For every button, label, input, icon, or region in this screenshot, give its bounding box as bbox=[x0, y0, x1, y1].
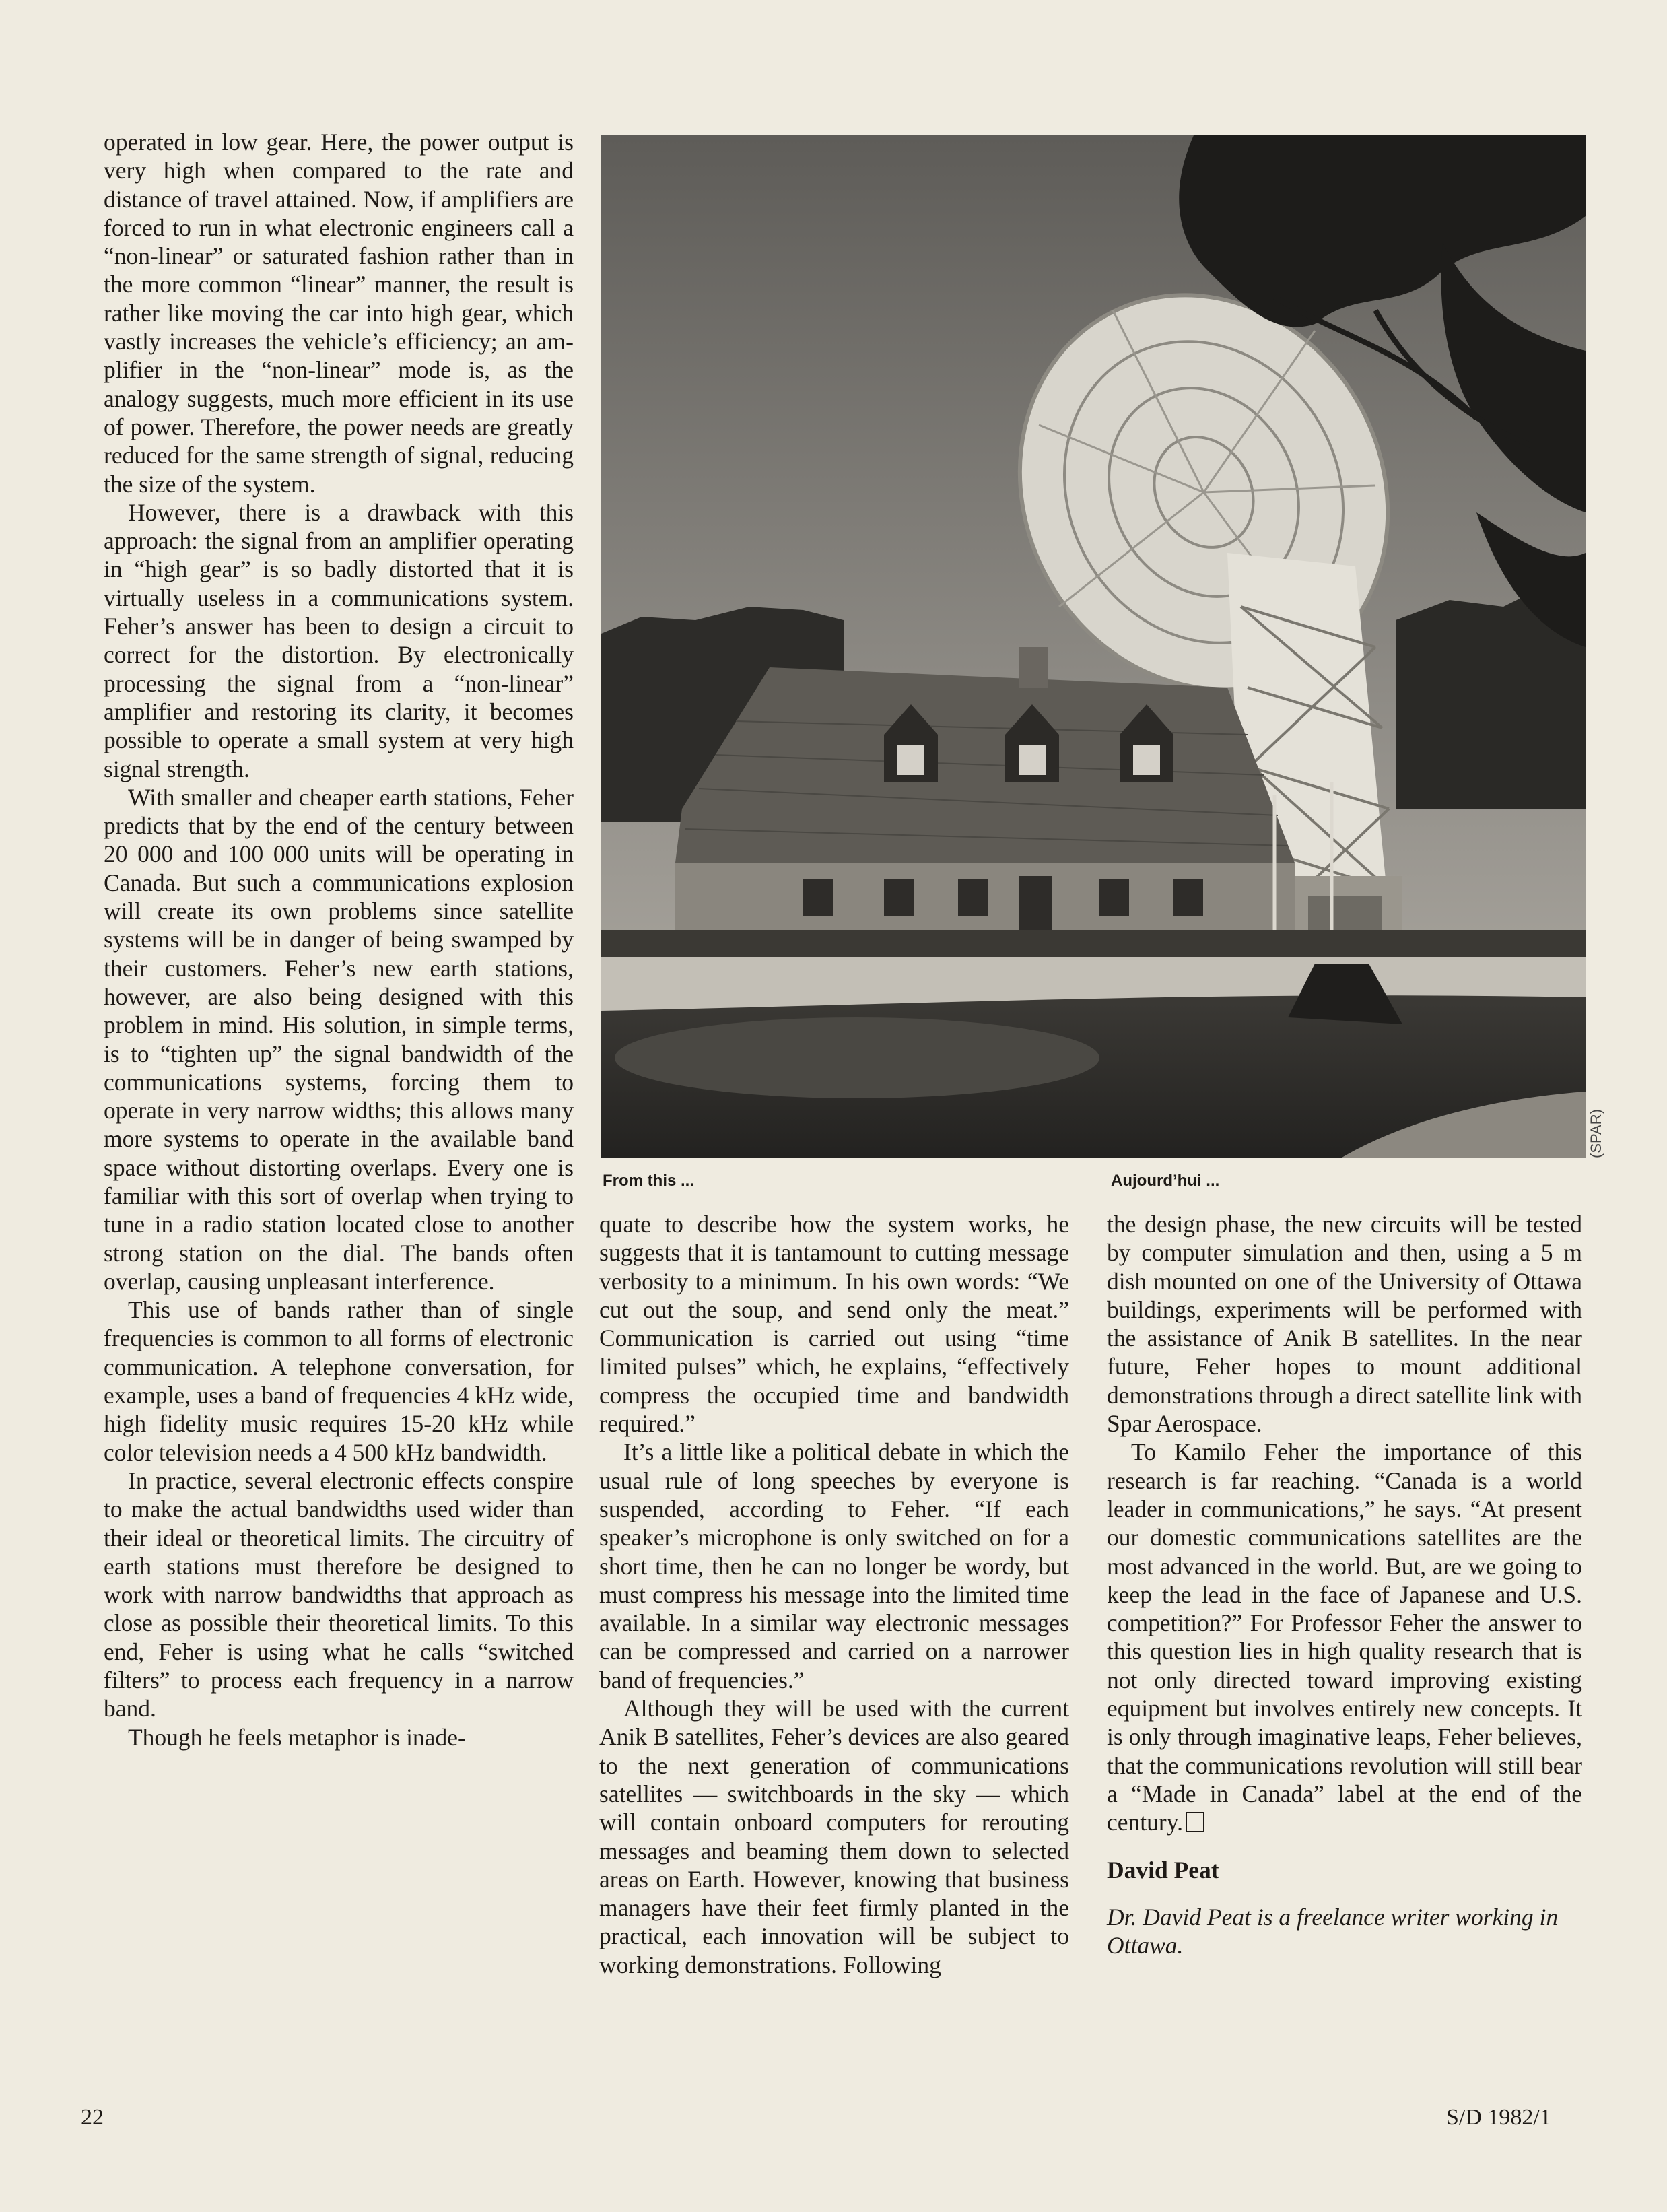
column-3 bbox=[1107, 1210, 1582, 1959]
paragraph: It’s a little like a political debate in which the usual rule of long speeches by everyone is suspended, according to Feher. “If each speaker’s microphone is only switched on for a short time, then he can no longer be wordy, but must compress his message into the limited time available. In a similar way electronic messages can be compressed and carried on a narrower band of frequencies.” bbox=[599, 1438, 1069, 1694]
column-1 bbox=[104, 128, 574, 1751]
paragraph: quate to describe how the system works, he suggests that it is tantamount to cutting message verbosity to a minimum. In his own words: “We cut out the soup, and send only the meat.” Communication is carried out using “time limited pulses” which, he explains, “effectively compress the occupied time and bandwidth required.” bbox=[599, 1211, 1069, 1438]
paragraph: In practice, several electronic effects conspire to make the actual bandwidths used wider than their ideal or theoretical limits. The circuitry of earth stations must therefore be designed to work with narrow bandwidths that approach as close as possible their theoretical limits. To this end, Feher is using what he calls “switched filters” to process each frequency in a narrow band. bbox=[104, 1467, 574, 1722]
page-number: 22 bbox=[81, 2105, 104, 2130]
paragraph: This use of bands rather than of single frequencies is common to all forms of electronic communication. A telephone conversation, for example, uses a band of frequencies 4 kHz wide, high fidelity music requires 15-20 kHz while color television needs a 4 500 kHz bandwidth. bbox=[104, 1296, 574, 1466]
paragraph: the design phase, the new circuits will be tested by computer simulation and then, using a 5 m dish mounted on one of the University of Ottawa buildings, experiments will be performed with the assistance of Anik B satellites. In the near future, Feher hopes to mount additional demonstrations through a direct satellite link with Spar Aerospace. bbox=[1107, 1211, 1582, 1438]
earth-station-photo bbox=[601, 135, 1586, 1158]
photo-credit: (SPAR) bbox=[1588, 1109, 1604, 1158]
photo-caption-right: Aujourd’hui ... bbox=[1111, 1172, 1220, 1190]
photo-caption-left: From this ... bbox=[603, 1172, 695, 1190]
paragraph: Although they will be used with the current Anik B satellites, Feher’s devices are also geared to the next generation of communications satellites — switchboards in the sky — which will contain onboard computers for rerouting messages and beaming them down to selected areas on Earth. However, knowing that business managers have their feet firmly planted in the practical, each innovation will be subject to working demonstrations. Following bbox=[599, 1695, 1069, 1978]
column-2 bbox=[599, 1210, 1069, 1979]
paragraph: However, there is a drawback with this approach: the signal from an amplifier operating in “high gear” is so badly distorted that it is virtually useless in a communications system. Feher’s answer has been to design a circuit to correct for the distortion. By electronically processing the signal from a “non-linear” amplifier and restoring its clarity, it becomes possible to operate a small system at very high signal strength. bbox=[104, 498, 574, 782]
author-name: David Peat bbox=[1107, 1856, 1219, 1883]
issue-label: S/D 1982/1 bbox=[1446, 2105, 1551, 2130]
paragraph-end bbox=[1107, 1438, 1582, 1836]
author-bio: Dr. David Peat is a freelance writer working in Ottawa. bbox=[1107, 1903, 1559, 1959]
end-mark-icon bbox=[1186, 1812, 1204, 1832]
paragraph: operated in low gear. Here, the power output is very high when compared to the rate and distance of travel attained. Now, if amplifiers are forced to run in what electronic engineers call a “non-linear” or saturated fashion rather than in the more common “linear” manner, the result is rather like moving the car into high gear, which vastly increases the vehicle’s efficiency; an amplifier in the “non-linear” mode is, as the analogy suggests, much more efficient in its use of power. Therefore, the power needs are greatly reduced for the same strength of signal, reducing the size of the system. bbox=[104, 129, 574, 498]
paragraph: With smaller and cheaper earth stations, Feher predicts that by the end of the century between 20 000 and 100 000 units will be operating in Canada. But such a communications explosion will create its own problems since satellite systems will be in danger of being swamped by their customers. Feher’s new earth stations, however, are also being designed with this problem in mind. His solution, in simple terms, is to “tighten up” the signal bandwidth of the communications systems, forcing them to operate in very narrow widths; this allows many more systems to operate in the available band space without distorting overlaps. Every one is familiar with this sort of overlap when trying to tune in a radio station located close to another strong station on the dial. The bands often overlap, causing unpleasant interference. bbox=[104, 783, 574, 1295]
paragraph: Though he feels metaphor is inade- bbox=[128, 1723, 466, 1751]
paragraph: To Kamilo Feher the importance of this research is far reaching. “Canada is a world leader in communications,” he says. “At present our domestic communications satellites are the most advanced in the world. But, are we going to keep the lead in the face of Japanese and U.S. competition?” For Professor Feher the answer to this question lies in high quality research that is not only directed toward improving existing equipment but involves entirely new concepts. It is only through imaginative leaps, Feher believes, that the communications revolution will still bear a “Made in Canada” label at the end of the century. bbox=[1107, 1438, 1582, 1836]
